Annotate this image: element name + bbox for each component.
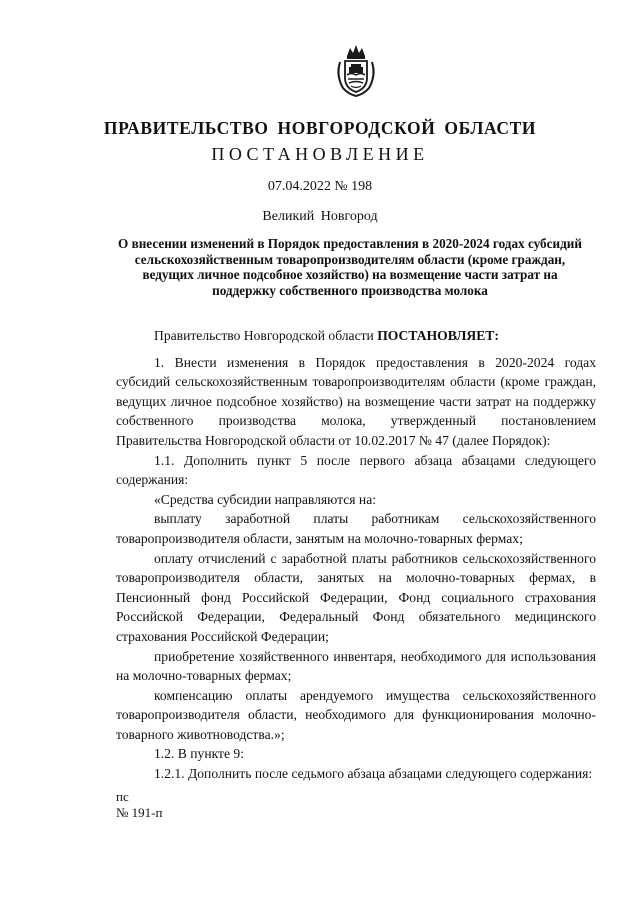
body-paragraph: выплату заработной платы работникам сельскохозяйственного товаропроизводителя области, занятым на молочно-товарных фермах; <box>116 511 596 546</box>
footer-code <box>116 789 162 821</box>
body-paragraph: компенсацию оплаты арендуемого имущества сельскохозяйственного товаропроизводителя области, необходимого для функционирования молочно-товарного животноводства.»; <box>116 687 596 742</box>
intro-bold: ПОСТАНОВЛЯЕТ: <box>377 328 499 343</box>
body-paragraph: 1. Внести изменения в Порядок предоставления в 2020-2024 годах субсидий сельскохозяйственным товаропроизводителям области (кроме граждан, ведущих личное подсобное хозяйство) на возмещение части затрат на поддержку собственного производства молока, утвержденный постановлением Правительства Новгородской области от 10.02.2017 № 47 (далее Порядок): <box>116 354 596 448</box>
city: Великий Новгород <box>262 209 378 224</box>
body-paragraph: «Средства субсидии направляются на: <box>154 491 376 507</box>
body-paragraph: 1.2.1. Дополнить после седьмого абзаца абзацами следующего содержания: <box>154 766 593 782</box>
body-paragraph: оплату отчислений с заработной платы работников сельскохозяйственного товаропроизводителя области, занятых на молочно-товарных фермах, в Пенсионный фонд Российской Федерации, Фонд социального страхования Российской Федерации, Федеральный Фонд обязательного медицинского страхования Российской Федерации; <box>116 550 596 644</box>
footer-line-1: пс <box>116 789 129 804</box>
intro-text: Правительство Новгородской области <box>154 328 378 343</box>
coat-of-arms-icon <box>334 42 378 98</box>
body-paragraph: приобретение хозяйственного инвентаря, необходимого для использования на молочно-товарных фермах; <box>116 648 596 684</box>
government-title: ПРАВИТЕЛЬСТВО НОВГОРОДСКОЙ ОБЛАСТИ <box>103 118 537 138</box>
body-paragraph: 1.1. Дополнить пункт 5 после первого абзаца абзацами следующего содержания: <box>116 452 596 488</box>
document-type: ПОСТАНОВЛЕНИЕ <box>211 144 429 164</box>
document-subject: О внесении изменений в Порядок предоставления в 2020-2024 годах субсидий сельскохозяйственным товаропроизводителям области (кроме граждан, ведущих личное подсобное хозяйство) на возмещение части затрат на поддержку собственного производства молока <box>118 236 582 298</box>
intro-paragraph <box>116 326 596 346</box>
body-paragraph: 1.2. В пункте 9: <box>154 746 244 762</box>
footer-line-2: № 191-п <box>116 805 163 820</box>
document-body <box>116 326 596 784</box>
date-number: 07.04.2022 № 198 <box>267 179 373 194</box>
